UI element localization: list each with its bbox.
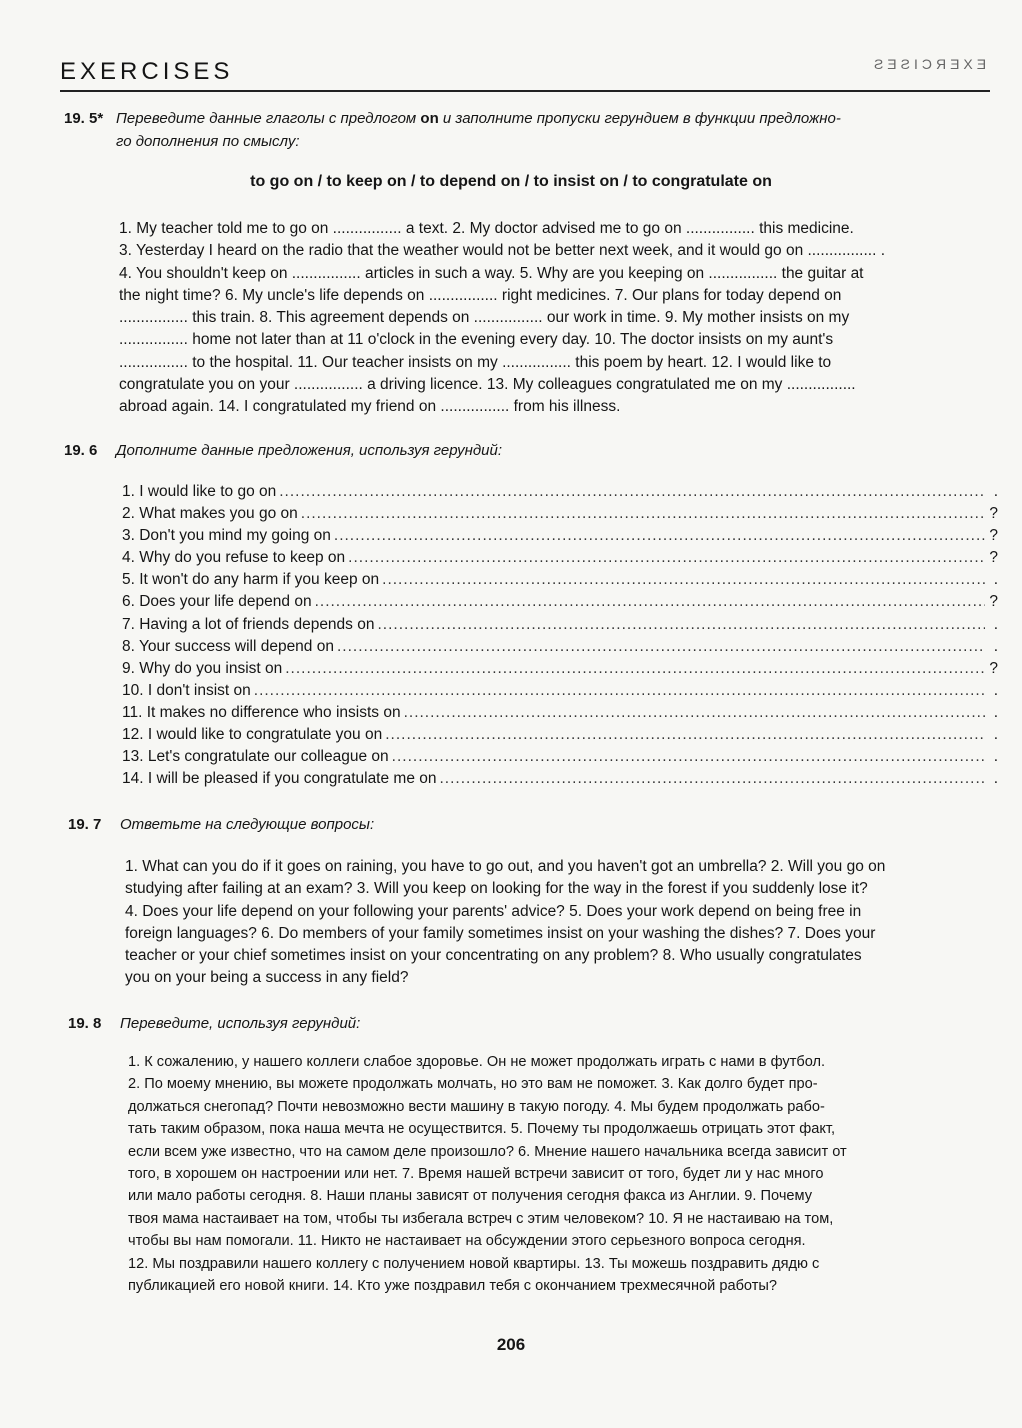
exercise-number: 19. 5* bbox=[64, 110, 104, 127]
exercise-19-5-heading bbox=[64, 108, 994, 130]
list-item: 7. Having a lot of friends depends on ..... . bbox=[122, 616, 998, 638]
exercise-19-8-text bbox=[128, 1051, 1000, 1297]
exercise-19-5-heading-cont: го дополнения по смыслу: bbox=[116, 133, 300, 150]
list-item: 2. What makes you go on ..... ? bbox=[122, 505, 998, 527]
text-line: you on your being a success in any field? bbox=[125, 969, 409, 987]
section-title: EXERCISES bbox=[60, 58, 234, 85]
verb-list: to go on / to keep on / to depend on / to insist on / to congratulate on bbox=[250, 173, 772, 190]
text-line: должаться снегопад? Почти невозможно вести машину в такую погоду. 4. Мы будем продолжать рабо- bbox=[128, 1098, 825, 1115]
exercise-19-7-heading bbox=[68, 814, 998, 836]
text-line: тать таким образом, пока наша мечта не осуществится. 5. Почему ты продолжаешь отрицать этот факт, bbox=[128, 1121, 835, 1138]
text-line: или мало работы сегодня. 8. Наши планы зависят от получения сегодня факса из Англии. 9. Почему bbox=[128, 1188, 813, 1205]
text-line: 12. Мы поздравили нашего коллегу с получением новой квартиры. 13. Ты можешь поздравить дядю с bbox=[128, 1255, 820, 1272]
exercise-19-8-heading bbox=[68, 1013, 998, 1035]
list-item: 11. It makes no difference who insists on ..... . bbox=[122, 704, 998, 726]
text-line: the night time? 6. My uncle's life depends on ................ right medicines. 7. Our plans for today depend on bbox=[119, 286, 842, 304]
text-line: если всем уже известно, что на самом деле произошло? 6. Мнение нашего начальника всегда зависит от bbox=[128, 1143, 847, 1160]
text-line: ................ this train. 8. This agreement depends on ................ our work in time. 9. My mother insists on my bbox=[119, 309, 850, 327]
exercise-instruction: Переведите данные глаголы с предлогом on и заполните пропуски герундием в функции предложно- bbox=[116, 110, 841, 127]
exercise-19-7-text bbox=[125, 856, 997, 990]
list-item: 13. Let's congratulate our colleague on ..... . bbox=[122, 748, 998, 770]
exercise-19-6-list bbox=[122, 483, 998, 792]
text-line: 2. По моему мнению, вы можете продолжать молчать, но это вам не поможет. 3. Как долго будет про- bbox=[128, 1076, 818, 1093]
text-line: твоя мама настаивает на том, чтобы ты избегала встреч с этим человеком? 10. Я не настаиваю на том, bbox=[128, 1210, 834, 1227]
exercise-instruction: Дополните данные предложения, используя герундий: bbox=[116, 442, 502, 459]
text-line: 4. You shouldn't keep on ................ articles in such a way. 5. Why are you keeping on ................ the guitar at bbox=[119, 264, 864, 282]
list-item: 12. I would like to congratulate you on ..... . bbox=[122, 726, 998, 748]
list-item: 4. Why do you refuse to keep on ..... ? bbox=[122, 549, 998, 571]
exercise-number: 19. 8 bbox=[68, 1015, 102, 1032]
bleed-through-text: EXERCISES bbox=[869, 56, 986, 72]
text-line: ................ home not later than at 11 o'clock in the evening every day. 10. The doctor insists on my aunt's bbox=[119, 331, 834, 349]
list-item: 6. Does your life depend on ..... ? bbox=[122, 593, 998, 615]
text-line: ................ to the hospital. 11. Our teacher insists on my ................ this poem by heart. 12. I would like to bbox=[119, 353, 832, 371]
text-line: foreign languages? 6. Do members of your family sometimes insist on your washing the dishes? 7. Does your bbox=[125, 924, 876, 942]
text-line: 1. My teacher told me to go on ................ a text. 2. My doctor advised me to go on ................ this medicine. bbox=[119, 220, 854, 237]
text-line: abroad again. 14. I congratulated my friend on ................ from his illness. bbox=[119, 398, 621, 416]
list-item: 3. Don't you mind my going on ..... ? bbox=[122, 527, 998, 549]
exercise-number: 19. 7 bbox=[68, 816, 102, 833]
list-item: 1. I would like to go on ..... . bbox=[122, 483, 998, 505]
text-line: 3. Yesterday I heard on the radio that the weather would not be better next week, and it would go on ................ . bbox=[119, 242, 886, 260]
list-item: 14. I will be pleased if you congratulate me on ..... . bbox=[122, 770, 998, 792]
text-line: 1. What can you do if it goes on raining, you have to go out, and you haven't got an umbrella? 2. Will you go on bbox=[125, 858, 886, 875]
exercise-instruction: Ответьте на следующие вопросы: bbox=[120, 816, 375, 833]
list-item: 5. It won't do any harm if you keep on ..... . bbox=[122, 571, 998, 593]
exercise-number: 19. 6 bbox=[64, 442, 98, 459]
text-line: teacher or your chief sometimes insist on your concentrating on any problem? 8. Who usually congratulates bbox=[125, 947, 862, 965]
page-number: 206 bbox=[496, 1335, 526, 1354]
exercise-instruction: Переведите, используя герундий: bbox=[120, 1015, 361, 1032]
page-header bbox=[60, 56, 990, 92]
exercise-19-5-text bbox=[119, 218, 993, 419]
text-line: congratulate you on your ................ a driving licence. 13. My colleagues congratulated me on my ................ bbox=[119, 376, 856, 394]
exercise-19-6-heading bbox=[64, 440, 994, 462]
list-item: 8. Your success will depend on ..... . bbox=[122, 638, 998, 660]
text-line: того, в хорошем он настроении или нет. 7. Время нашей встречи зависит от того, будет ли у нас много bbox=[128, 1166, 824, 1183]
text-line: публикацией его новой книги. 14. Кто уже поздравил тебя с окончанием трехмесячной работы? bbox=[128, 1278, 778, 1295]
list-item: 10. I don't insist on ..... . bbox=[122, 682, 998, 704]
text-line: studying after failing at an exam? 3. Will you keep on looking for the way in the forest if you suddenly lose it? bbox=[125, 880, 868, 898]
text-line: 1. К сожалению, у нашего коллеги слабое здоровье. Он не может продолжать играть с нами в футбол. bbox=[128, 1054, 826, 1070]
text-line: чтобы вы нам помогали. 11. Никто не настаивает на обсуждении этого серьезного вопроса сегодня. bbox=[128, 1233, 806, 1250]
text-line: 4. Does your life depend on your following your parents' advice? 5. Does your work depend on being free in bbox=[125, 902, 862, 920]
list-item: 9. Why do you insist on ..... ? bbox=[122, 660, 998, 682]
